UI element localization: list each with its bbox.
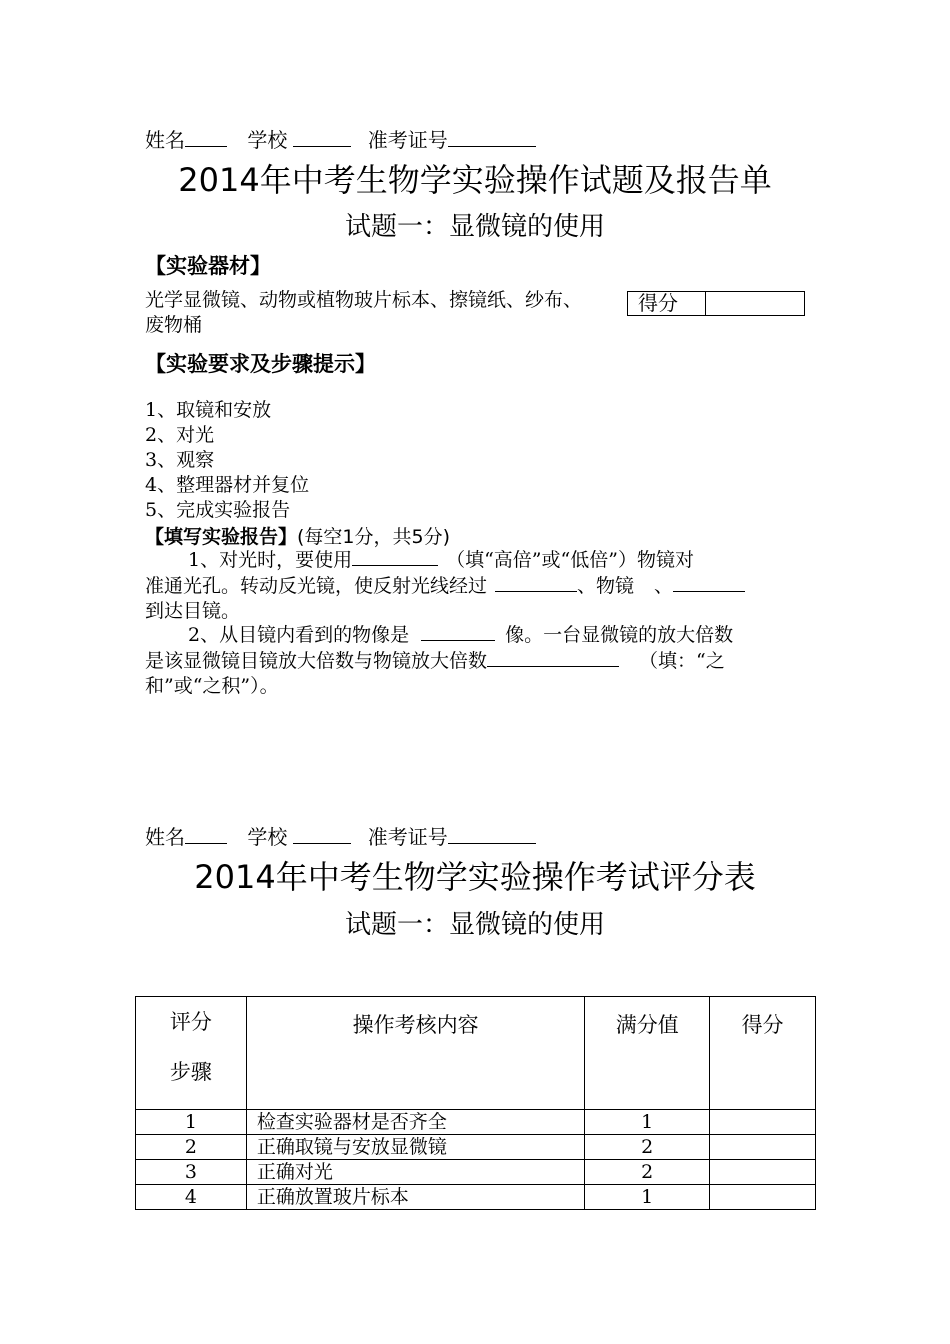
scoring-title: 2014年中考生物学实验操作考试评分表 (194, 858, 756, 896)
row-full: 2 (585, 1135, 710, 1160)
materials-heading: 【实验器材】 (145, 254, 271, 278)
q1-text-d: 、物镜 (577, 575, 635, 597)
row-content: 正确对光 (246, 1160, 584, 1185)
name-label: 姓名 (145, 128, 185, 152)
row-step: 4 (136, 1185, 247, 1210)
table-row (136, 1160, 816, 1185)
table-row (136, 1135, 816, 1160)
list-item: 4、整理器材并复位 (145, 474, 310, 496)
q1-blank-3[interactable] (673, 573, 745, 592)
q1-text-f: 到达目镜。 (145, 600, 241, 622)
row-score-cell[interactable] (710, 1110, 816, 1135)
school-label: 学校 (247, 128, 288, 152)
q2-text-a: 2、从目镜内看到的物像是 (188, 624, 410, 646)
scoring-subtitle: 试题一：显微镜的使用 (344, 910, 605, 940)
q1-text-b: （填“高倍”或“低倍”）物镜对 (446, 549, 694, 571)
table-row (136, 1110, 816, 1135)
q1-blank-2[interactable] (495, 573, 577, 592)
table-row (136, 1185, 816, 1210)
id-label: 准考证号 (367, 128, 448, 152)
list-item: 2、对光 (145, 424, 215, 446)
school-field[interactable] (293, 128, 351, 147)
row-score-cell[interactable] (710, 1135, 816, 1160)
id-field[interactable] (448, 128, 536, 147)
name-field[interactable] (185, 128, 227, 147)
q2-blank-2[interactable] (487, 648, 619, 667)
materials-line1: 光学显微镜、动物或植物玻片标本、擦镜纸、纱布、 (145, 289, 583, 311)
q1-blank-1[interactable] (352, 547, 438, 566)
table-header-row (136, 997, 816, 1110)
score-box (627, 291, 805, 316)
list-item: 3、观察 (145, 449, 215, 471)
score-box-value[interactable] (706, 292, 804, 315)
steps-list (145, 398, 309, 523)
fill-note: (每空1分，共5分) (297, 526, 451, 548)
q2-text-b: 像。一台显微镜的放大倍数 (505, 624, 734, 646)
header-score: 得分 (710, 997, 816, 1110)
q2-blank-1[interactable] (421, 622, 495, 641)
q1-text-a: 1、对光时，要使用 (188, 549, 353, 571)
q2-text-d: （填：“之 (639, 650, 725, 672)
row-full: 1 (585, 1185, 710, 1210)
steps-heading: 【实验要求及步骤提示】 (145, 352, 376, 376)
materials-line2: 废物桶 (145, 314, 203, 336)
list-item: 5、完成实验报告 (145, 499, 291, 521)
row-full: 2 (585, 1160, 710, 1185)
q1-text-e: 、 (654, 575, 674, 597)
header-step-line2: 步骤 (169, 1060, 212, 1084)
row-full: 1 (585, 1110, 710, 1135)
school-label: 学校 (247, 825, 288, 849)
list-item: 1、取镜和安放 (145, 399, 272, 421)
q2-text-c: 是该显微镜目镜放大倍数与物镜放大倍数 (145, 650, 488, 672)
header-step (136, 997, 247, 1110)
header-step-line1: 评分 (169, 1010, 212, 1034)
row-content: 正确取镜与安放显微镜 (246, 1135, 584, 1160)
question-1 (145, 547, 745, 624)
student-info-line-2 (145, 821, 536, 850)
q2-text-e: 和”或“之积”）。 (145, 675, 279, 697)
report-subtitle: 试题一：显微镜的使用 (344, 212, 605, 242)
fill-heading: 【填写实验报告】 (145, 526, 298, 548)
q1-text-c: 准通光孔。转动反光镜，使反射光线经过 (145, 575, 488, 597)
school-field[interactable] (293, 825, 351, 844)
header-full: 满分值 (585, 997, 710, 1110)
row-content: 正确放置玻片标本 (246, 1185, 584, 1210)
name-label: 姓名 (145, 825, 185, 849)
row-step: 1 (136, 1110, 247, 1135)
student-info-line (145, 124, 536, 153)
scoring-table (135, 996, 816, 1210)
row-score-cell[interactable] (710, 1160, 816, 1185)
report-title: 2014年中考生物学实验操作试题及报告单 (178, 161, 772, 199)
question-2 (145, 622, 733, 699)
id-field[interactable] (448, 825, 536, 844)
row-step: 2 (136, 1135, 247, 1160)
row-score-cell[interactable] (710, 1185, 816, 1210)
score-box-label: 得分 (628, 292, 706, 315)
id-label: 准考证号 (367, 825, 448, 849)
fill-heading-line (145, 522, 450, 549)
row-step: 3 (136, 1160, 247, 1185)
row-content: 检查实验器材是否齐全 (246, 1110, 584, 1135)
name-field[interactable] (185, 825, 227, 844)
header-content: 操作考核内容 (246, 997, 584, 1110)
